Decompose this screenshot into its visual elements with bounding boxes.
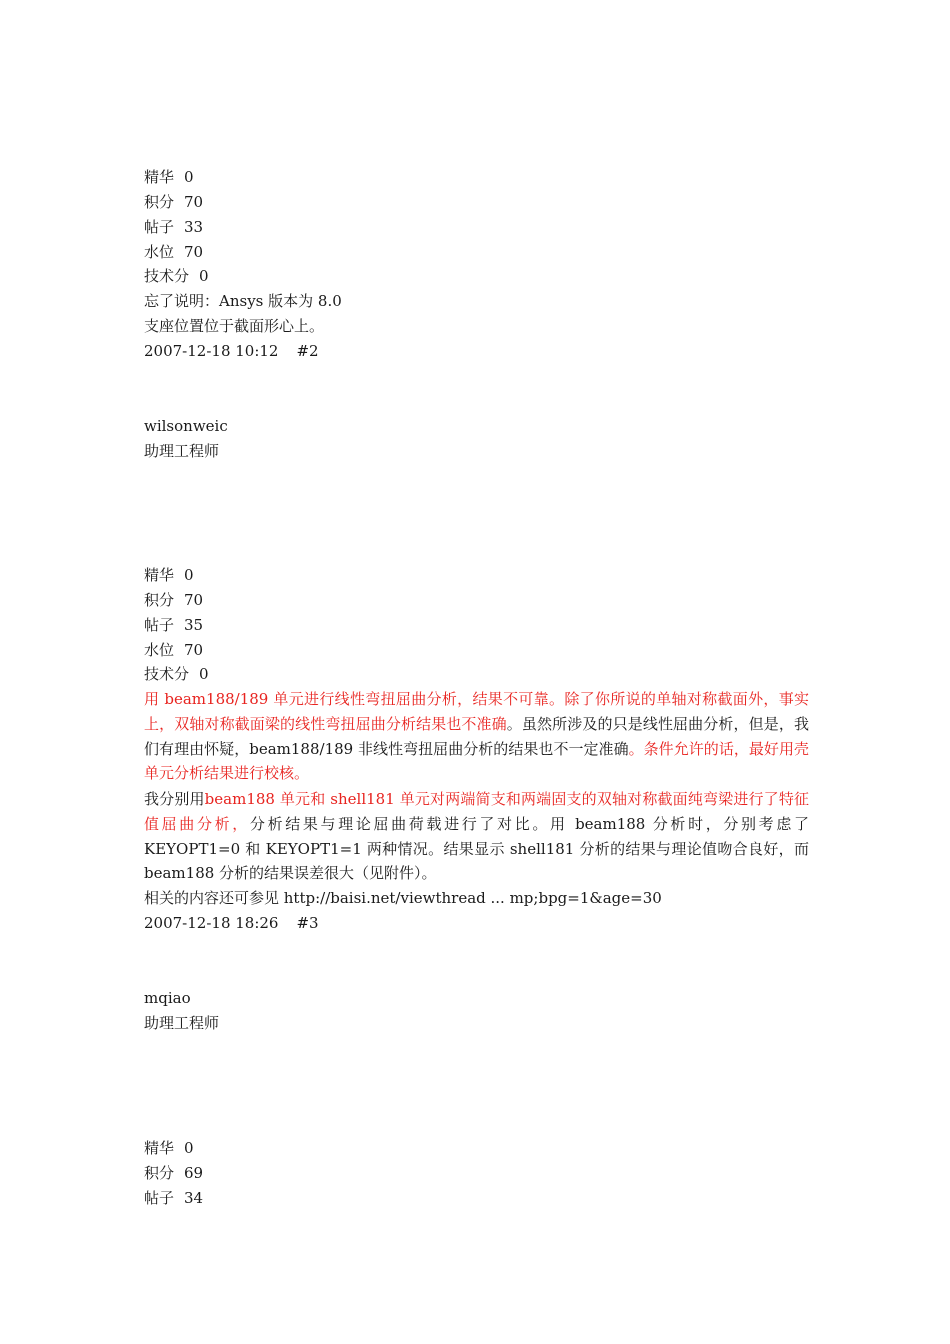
post-text-red: 用 beam188/189 单元进行线性弯扭屈曲分析，结果不可靠。除了你所说的单轴对称截面外，事实上，双轴对称截面梁的线性弯扭屈曲分析结果也不准确 xyxy=(144,690,809,733)
stat-shuiwei: 水位 70 xyxy=(144,243,204,261)
stat-jinghua: 精华 0 xyxy=(144,1139,194,1157)
post-text: 分析结果与理论屈曲荷载进行了对比。用 beam188 分析时，分别考虑了 KEYOPT1=0 和 KEYOPT1=1 两种情况。结果显示 shell181 分析的结果与理论值吻合良好，而 beam188 分析的结果误差很大（见附件）。 xyxy=(144,814,809,883)
stat-shuiwei: 水位 70 xyxy=(144,641,204,659)
stat-tiezi: 帖子 33 xyxy=(144,218,204,236)
stat-tiezi: 帖子 34 xyxy=(144,1189,204,1207)
post-paragraph xyxy=(144,787,809,886)
post-text: 我分别用 xyxy=(144,790,205,808)
stat-jifen: 积分 70 xyxy=(144,193,204,211)
post-meta xyxy=(144,339,319,364)
post-body-line: 支座位置位于截面形心上。 xyxy=(144,317,325,335)
stat-jinghua: 精华 0 xyxy=(144,566,194,584)
post-text: 。虽然所涉及的只是线性屈曲分析，但是，我们有理由怀疑，beam188/189 非线性弯扭屈曲分析的结果也不一定准确 xyxy=(144,714,809,758)
stat-tiezi: 帖子 35 xyxy=(144,616,204,634)
post-meta xyxy=(144,911,319,936)
post-timestamp: 2007-12-18 18:26 xyxy=(144,914,279,932)
post-timestamp: 2007-12-18 10:12 xyxy=(144,342,279,360)
post-paragraph xyxy=(144,687,809,786)
post-number: #3 xyxy=(296,914,319,932)
stat-jifen: 积分 70 xyxy=(144,591,204,609)
stat-jishufen: 技术分 0 xyxy=(144,267,209,285)
stat-jishufen: 技术分 0 xyxy=(144,665,209,683)
post-body-line: 忘了说明：Ansys 版本为 8.0 xyxy=(144,292,342,310)
post-text-red: beam188 单元和 shell181 单元对两端简支和两端固支的双轴对称截面纯弯梁进行了特征值屈曲分析， xyxy=(144,790,809,833)
post-number: #2 xyxy=(296,342,319,360)
username: wilsonweic xyxy=(144,417,228,435)
user-rank: 助理工程师 xyxy=(144,1014,220,1032)
post-text-red: 。条件允许的话，最好用壳单元分析结果进行校核。 xyxy=(144,739,809,783)
user-rank: 助理工程师 xyxy=(144,442,220,460)
stat-jinghua: 精华 0 xyxy=(144,168,194,186)
username: mqiao xyxy=(144,989,191,1007)
stat-jifen: 积分 69 xyxy=(144,1164,204,1182)
reference-link-line: 相关的内容还可参见 http://baisi.net/viewthread ... mp;bpg=1&age=30 xyxy=(144,889,662,907)
